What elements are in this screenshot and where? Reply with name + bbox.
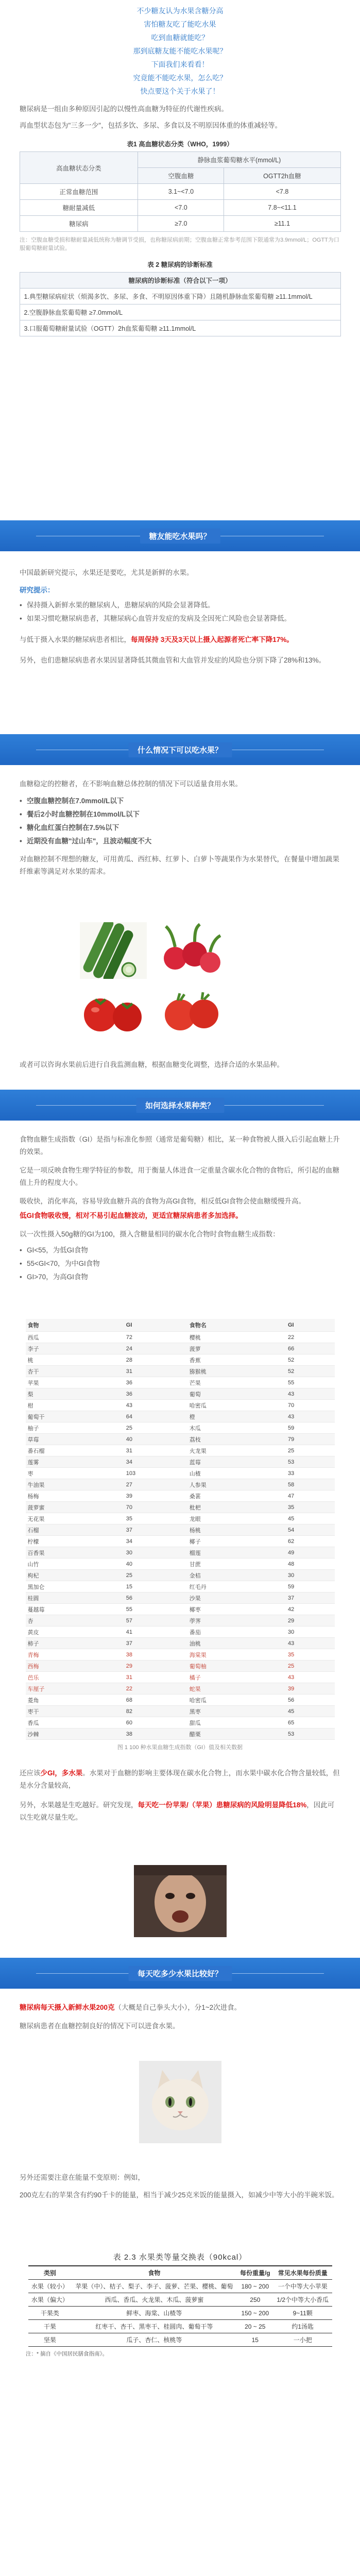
section-how-much-2 bbox=[0, 2172, 360, 2201]
bullet-list bbox=[20, 599, 340, 625]
table-row: 番石榴 31 火龙果 25 bbox=[26, 1445, 335, 1456]
list-item: • 空腹血糖控制在7.0mmol/L以下 bbox=[20, 794, 340, 808]
intro-link-3[interactable]: 吃到血糖就能吃？ bbox=[151, 33, 209, 42]
table-row: 蔓越莓 55 椰枣 42 bbox=[26, 1604, 335, 1615]
table-row: 牛油果 27 人参果 58 bbox=[26, 1479, 335, 1490]
table-row: 石榴 37 杨桃 54 bbox=[26, 1524, 335, 1536]
table1-col-fpg: 空腹血糖 bbox=[138, 168, 224, 184]
list-item: • 55<GI<70，为中GI食物 bbox=[20, 1257, 340, 1270]
table-row: 枸杞 25 金桔 30 bbox=[26, 1570, 335, 1581]
list-item: • 近期没有血糖"过山车"，且波动幅度不大 bbox=[20, 835, 340, 848]
paragraph: 糖尿病每天摄入新鲜水果200克（大概是自己拳头大小），分1~2次进食。 bbox=[20, 2004, 242, 2011]
table-row: 葡萄干 64 橙 43 bbox=[26, 1411, 335, 1422]
section-when-tail bbox=[0, 1059, 360, 1071]
section-choose-tail bbox=[0, 1767, 360, 1824]
intro-link-7[interactable]: 快点要这个关于水果了！ bbox=[140, 87, 220, 95]
table1-note: 注：空腹血糖受损和糖耐量减低统称为糖调节受损，也称糖尿病前期；空腹血糖正常参考范围下限通常为3.9mmol/L；OGTT为口服葡萄糖耐量试验。 bbox=[20, 237, 339, 251]
section-when bbox=[0, 778, 360, 878]
intro-paragraph-2: 再血型状态包为"三多一少"，包括多饮、多尿、多食以及不明原因体重的体重减轻等。 bbox=[20, 122, 282, 129]
table1-col-group: 静脉血浆葡萄糖水平(mmol/L) bbox=[138, 152, 340, 168]
cat-photo bbox=[139, 2061, 221, 2143]
table-row: 柑 43 哈密瓜 70 bbox=[26, 1400, 335, 1411]
table-row: 柠檬 34 椰子 62 bbox=[26, 1536, 335, 1547]
table1-col-ogtt: OGTT2h血糖 bbox=[224, 168, 340, 184]
paragraph: 与低于摄入水果的糖尿病患者相比，每周保持 3天及3天以上摄入起源者死亡率下降17%。 bbox=[20, 636, 294, 643]
section-title-how-much: 每天吃多少水果比较好？ bbox=[128, 1966, 232, 1981]
paragraph: 糖尿病患者在血糖控制良好的情况下可以进食水果。 bbox=[20, 2022, 180, 2030]
table-row: 糖耐量减低 <7.0 7.8~<11.1 bbox=[20, 200, 340, 216]
list-item: • 糖化血红蛋白控制在7.5%以下 bbox=[20, 821, 340, 835]
intro-links bbox=[0, 0, 360, 98]
table-row: 杨梅 39 桑葚 47 bbox=[26, 1490, 335, 1502]
carrot-image bbox=[155, 984, 227, 1041]
list-item: • GI<55，为低GI食物 bbox=[20, 1244, 340, 1257]
glucose-status-table bbox=[20, 151, 341, 232]
table-row: 菠萝蜜 70 枇杷 35 bbox=[26, 1502, 335, 1513]
cucumber-image bbox=[80, 922, 147, 979]
table-row: 梨 36 葡萄 43 bbox=[26, 1388, 335, 1400]
table-row: 香瓜 60 甜瓜 65 bbox=[26, 1717, 335, 1728]
paragraph: 或者可以咨询水果前后进行自我监测血糖，根据血糖变化调整，选择合适的水果品种。 bbox=[20, 1061, 284, 1069]
table-row: 2.空腹静脉血浆葡萄糖 ≥7.0mmol/L bbox=[20, 304, 340, 320]
meme-face-icon bbox=[134, 1865, 227, 1937]
subheading: 研究提示： bbox=[20, 586, 55, 594]
section-how-much bbox=[0, 2002, 360, 2032]
table-row: 沙棘 38 醋栗 53 bbox=[26, 1728, 335, 1740]
table-row: 枣干 82 黑枣 45 bbox=[26, 1706, 335, 1717]
fruit-exchange-section bbox=[0, 2251, 360, 2361]
table-row: 3.口服葡萄糖耐量试验（OGTT）2h血浆葡萄糖 ≥11.1mmol/L bbox=[20, 320, 340, 336]
section-title-when: 什么情况下可以吃水果？ bbox=[128, 742, 232, 757]
table-row: 芭乐 31 橘子 43 bbox=[26, 1672, 335, 1683]
table-row: 百香果 30 榴莲 49 bbox=[26, 1547, 335, 1558]
table-row: 青梅 38 海棠果 35 bbox=[26, 1649, 335, 1660]
paragraph: 血糖稳定的控糖者，在不影响血糖总体控制的情况下可以适量食用水果。 bbox=[20, 780, 242, 788]
table-row: 车厘子 22 蛇果 39 bbox=[26, 1683, 335, 1694]
table-row: 黑加仑 15 红毛丹 59 bbox=[26, 1581, 335, 1592]
table2-caption: 表 2 糖尿病的诊断标准 bbox=[147, 261, 213, 268]
cat-icon bbox=[139, 2061, 221, 2143]
table-header-row: 类别 食物 每份重量/g 常见水果每份质量 bbox=[28, 2266, 332, 2280]
list-item: • 保持摄入新鲜水果的糖尿病人，患糖尿病的风险会显著降低。 bbox=[20, 599, 340, 612]
cucumber-icon bbox=[80, 922, 147, 979]
table-row: 西瓜 72 樱桃 22 bbox=[26, 1332, 335, 1343]
section-choose bbox=[0, 1133, 360, 1284]
tomato-image bbox=[80, 984, 147, 1041]
table-row: 柚子 25 木瓜 59 bbox=[26, 1422, 335, 1434]
table-row: 苹果 36 芒果 55 bbox=[26, 1377, 335, 1388]
meme-photo-1 bbox=[134, 1865, 227, 1937]
intro-section bbox=[0, 103, 360, 336]
table-row: 桂圆 56 沙果 37 bbox=[26, 1592, 335, 1604]
list-item: • 餐后2小时血糖控制在10mmol/L以下 bbox=[20, 808, 340, 821]
section-header-choose bbox=[0, 1090, 360, 1121]
table-row: 干果类 鲜枣、海棠、山楂等 150 ~ 200 9~11颗 bbox=[28, 2307, 332, 2320]
list-item: • GI>70，为高GI食物 bbox=[20, 1270, 340, 1284]
table-row: 正常血糖范围 3.1~<7.0 <7.8 bbox=[20, 184, 340, 200]
table-row: 山竹 40 甘蔗 48 bbox=[26, 1558, 335, 1570]
table-row: 黄皮 41 番茄 30 bbox=[26, 1626, 335, 1638]
bullet-list bbox=[20, 794, 340, 848]
table-row: 桃 28 香蕉 52 bbox=[26, 1354, 335, 1366]
table-row: 糖尿病 ≥7.0 ≥11.1 bbox=[20, 216, 340, 232]
section-header-can-eat bbox=[0, 520, 360, 551]
paragraph: 它是一项反映食物生理学特征的参数，用于衡量人体进食一定重量含碳水化合物的食物后，所引起的血糖值上升的程度大小。 bbox=[20, 1166, 339, 1187]
paragraph: 吸收快，消化率高，容易导致血糖升高的食物为高GI食物，相反低GI食物会使血糖缓慢升高。 bbox=[20, 1197, 306, 1205]
paragraph: 食物血糖生成指数（GI）是指与标准化参照（通常是葡萄糖）相比，某一种食物被人摄入后引起血糖上升的效果。 bbox=[20, 1136, 340, 1156]
table-row: 西梅 29 葡萄柚 25 bbox=[26, 1660, 335, 1672]
paragraph: 中国最新研究提示，水果还是要吃，尤其是新鲜的水果。 bbox=[20, 569, 194, 577]
table-row: 李子 24 菠萝 66 bbox=[26, 1343, 335, 1354]
intro-link-4[interactable]: 那到底糖友能不能吃水果呢？ bbox=[133, 47, 227, 55]
paragraph: 另外，水果越是生吃越好。研究发现，每天吃一份苹果/（苹果）患糖尿病的风险明显降低18%，因此可以生吃就尽量生吃。 bbox=[20, 1801, 335, 1821]
carrot-icon bbox=[155, 984, 227, 1041]
fruit-table-note: 注：* 摘自《中国居民膳食指南》。 bbox=[26, 2351, 108, 2357]
table-row: 枣 103 山楂 33 bbox=[26, 1468, 335, 1479]
fruit-table-title: 表 2.3 水果类等量交换表（90kcal） bbox=[113, 2253, 247, 2262]
intro-paragraph: 糖尿病是一组由多种原因引起的以慢性高血糖为特征的代谢性疾病。 bbox=[20, 105, 228, 113]
tomato-icon bbox=[80, 984, 147, 1041]
fruit-exchange-table bbox=[28, 2265, 332, 2347]
intro-link-6[interactable]: 究竟能不能吃水果，怎么吃？ bbox=[133, 74, 227, 82]
table2-header: 糖尿病的诊断标准（符合以下一项） bbox=[20, 273, 340, 289]
table-row: 菱角 68 哈密瓜 56 bbox=[26, 1694, 335, 1706]
paragraph: 还应该少GI，多水果。水果对于血糖的影响主要体现在碳水化合物上，而水果中碳水化合物含量较低，但是水分含量较高， bbox=[20, 1769, 340, 1789]
section-header-when bbox=[0, 734, 360, 765]
section-header-how-much bbox=[0, 1958, 360, 1989]
paragraph: 200克左右的苹果含有约90千卡的能量，相当于减少25克米饭的能量摄入，如减少中等大小的半碗米饭。 bbox=[20, 2191, 339, 2199]
list-item: • 如果习惯吃糖尿病患者，其糖尿病心血管并发症的发病及全因死亡风险也会显著降低。 bbox=[20, 612, 340, 625]
table-row: 莲雾 34 蓝莓 53 bbox=[26, 1456, 335, 1468]
section-can-eat bbox=[0, 567, 360, 667]
table-row: 1.典型糖尿病症状（烦渴多饮、多尿、多食、不明原因体重下降）且随机静脉血浆葡萄糖 ≥11.1mmol/L bbox=[20, 289, 340, 304]
gi-table-caption: 图 1 100 种水果血糖生成指数（GI）值及相关数据 bbox=[117, 1744, 243, 1751]
radish-icon bbox=[155, 922, 227, 979]
table1-caption: 表1 高血糖状态分类（WHO，1999） bbox=[127, 141, 233, 148]
intro-link-2[interactable]: 害怕糖友吃了能吃水果 bbox=[144, 20, 216, 28]
table-row: 柿子 37 油桃 43 bbox=[26, 1638, 335, 1649]
section-title-can-eat: 糖友能吃水果吗？ bbox=[140, 529, 220, 544]
table-row: 坚果 瓜子、杏仁、核桃等 15 一小把 bbox=[28, 2333, 332, 2347]
intro-link-1[interactable]: 不少糖友认为水果含糖分高 bbox=[136, 7, 224, 15]
table-row: 无花果 35 龙眼 45 bbox=[26, 1513, 335, 1524]
gi-table-section bbox=[0, 1319, 360, 1751]
diagnosis-table bbox=[20, 272, 341, 336]
paragraph: 低GI食物吸收慢，相对不易引起血糖波动，更适宜糖尿病患者多加选择。 bbox=[20, 1212, 243, 1219]
intro-link-5[interactable]: 下面我们来看看！ bbox=[151, 60, 209, 69]
paragraph: 另外，也们患糖尿病患者水果因显著降低其微血管和大血管并发症的风险也分别下降了28%和13%。 bbox=[20, 656, 326, 664]
table1-col-state: 高血糖状态分类 bbox=[20, 152, 138, 184]
table-header-row: 食物 GI 食物名 GI bbox=[26, 1319, 335, 1332]
section-title-choose: 如何选择水果种类？ bbox=[136, 1098, 224, 1113]
paragraph: 另外还需要注意在能量不变原则：例如， bbox=[20, 2174, 145, 2181]
table-row: 杏干 31 猕猴桃 52 bbox=[26, 1366, 335, 1377]
table-row: 水果（偏大） 西瓜、香瓜、火龙果、木瓜、菠萝蜜 250 1/2个中等大小香瓜 bbox=[28, 2293, 332, 2307]
gi-level-list bbox=[20, 1244, 340, 1284]
paragraph: 以一次性摄入50g糖的GI为100，摄入含糖量相同的碳水化合物时食物血糖生成指数： bbox=[20, 1230, 280, 1238]
gi-table bbox=[26, 1319, 335, 1740]
table-row: 干果 红枣干、杏干、黑枣干、桂圆肉、葡萄干等 20 ~ 25 约1汤匙 bbox=[28, 2320, 332, 2333]
radish-image bbox=[155, 922, 227, 979]
table-row: 杏 57 荸荠 29 bbox=[26, 1615, 335, 1626]
paragraph: 对血糖控制不理想的糖友，可用黄瓜、西红柿、红萝卜、白萝卜等蔬果作为水果替代，在餐量中增加蔬果纤维素等满足对水果的需求。 bbox=[20, 855, 339, 875]
table-row: 草莓 40 荔枝 79 bbox=[26, 1434, 335, 1445]
table-row: 水果（较小） 苹果（中）、桔子、梨子、李子、菠萝、芒果、樱桃、葡萄 180 ~ 200 一个中等大小苹果 bbox=[28, 2280, 332, 2293]
